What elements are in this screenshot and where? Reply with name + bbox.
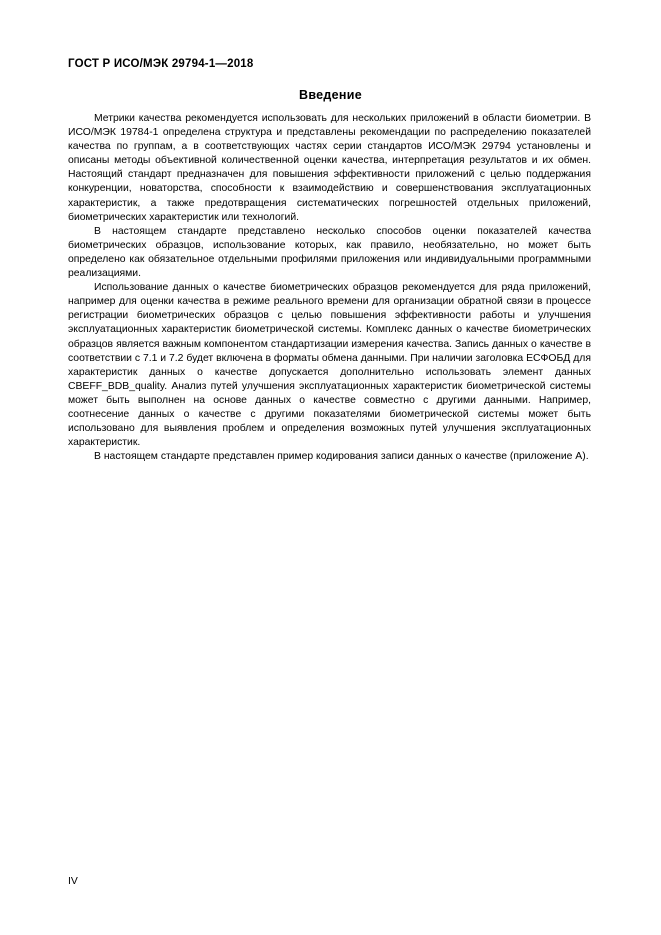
page-number: IV [68,876,78,887]
paragraph: В настоящем стандарте представлено несколько способов оценки показателей качества биометрических образцов, использование которых, как правило, необязательно, но может быть определено как обязательное отдельными профилями приложения или индивидуальными программными реализациями. [68,225,591,280]
paragraph: В настоящем стандарте представлен пример кодирования записи данных о качестве (приложение А). [94,451,589,463]
paragraph: Использование данных о качестве биометрических образцов рекомендуется для ряда приложений, например для оценки качества в режиме реального времени для организации обратной связи в процессе регистрации биометрических образцов с целью повышения эффективности работы и улучшения эксплуатационных характеристик биометрической системы. Комплекс данных о качестве биометрических образцов является важным компонентом стандартизации измерения качества. Запись данных о качестве в соответствии с 7.1 и 7.2 будет включена в форматы обмена данными. При наличии заголовка ЕСФОБД для характеристик данных о качестве допускается дополнительно использовать элемент данных CBEFF_BDB_quality. Анализ путей улучшения эксплуатационных характеристик биометрической системы может быть выполнен на основе данных о качестве совместно с другими данными. Например, соотнесение данных о качестве с другими показателями биометрической системы может быть использовано для выявления проблем и определения возможных путей улучшения эксплуатационных характеристик. [68,282,591,449]
page-title: Введение [299,88,362,102]
page-header-standard-number: ГОСТ Р ИСО/МЭК 29794-1—2018 [68,58,254,70]
document-body [68,112,591,464]
paragraph: Метрики качества рекомендуется использовать для нескольких приложений в области биометрии. В ИСО/МЭК 19784-1 определена структура и представлены рекомендации по распределению показателей качества по группам, а в соответствующих частях серии стандартов ИСО/МЭК 29794 установлены и описаны методы объективной количественной оценки качества, интерпретация результатов и их обмен. Настоящий стандарт предназначен для повышения эффективности приложений с целью поддержания конкуренции, новаторства, способности к взаимодействию и совершенствования эксплуатационных характеристик, а также предотвращения систематических погрешностей отдельных приложений, биометрических характеристик или технологий. [68,113,591,223]
